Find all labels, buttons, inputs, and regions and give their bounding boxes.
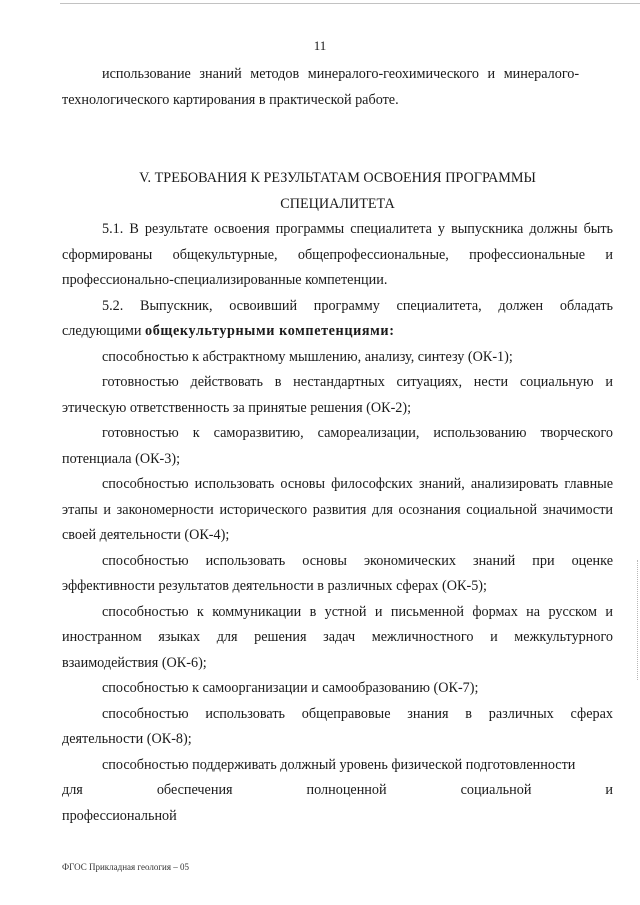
competency-ok-3: готовностью к саморазвитию, самореализации, использованию творческого потенциала (ОК-3); — [62, 425, 613, 467]
paragraph-5-2 — [62, 294, 613, 345]
paragraph-5-1: 5.1. В результате освоения программы специалитета у выпускника должны быть сформированы общекультурные, общепрофессиональные, профессиональные и профессионально-специализированные компетенции. — [62, 221, 613, 288]
intro-line-2: технологического картирования в практической работе. — [62, 91, 399, 108]
section-heading-line-1: V. ТРЕБОВАНИЯ К РЕЗУЛЬТАТАМ ОСВОЕНИЯ ПРОГРАММЫ — [139, 170, 536, 186]
footer-label: ФГОС Прикладная геология – 05 — [62, 862, 189, 872]
intro-line-1: использование знаний методов минералого-геохимического и минералого- — [102, 66, 580, 82]
section-heading — [62, 165, 613, 217]
competency-ok-2: готовностью действовать в нестандартных ситуациях, нести социальную и этическую ответственность за принятые решения (ОК-2); — [62, 374, 613, 416]
paragraph-5-2-lead: 5.2. Выпускник, освоивший программу специалитета, должен обладать следующими — [62, 297, 613, 339]
competency-ok-6: способностью к коммуникации в устной и письменной формах на русском и иностранном языках для решения задач межличностного и межкультурного взаимодействия (ОК-6); — [62, 603, 613, 671]
paragraph-5-2-bold: общекультурными компетенциями: — [145, 323, 395, 339]
competency-ok-7: способностью к самоорганизации и самообразованию (ОК-7); — [102, 680, 479, 696]
competency-ok-9-line-1: способностью поддерживать должный уровень физической подготовленности — [102, 756, 576, 773]
page-body — [62, 62, 613, 829]
competency-ok-9-line-2: для обеспечения полноценной социальной и профессиональной — [62, 782, 613, 824]
competency-ok-8: способностью использовать общеправовые знания в различных сферах деятельности (ОК-8); — [62, 705, 613, 747]
page-number: 11 — [313, 38, 327, 53]
competency-ok-1: способностью к абстрактному мышлению, анализу, синтезу (ОК-1); — [102, 348, 513, 365]
scan-edge-line — [60, 3, 640, 4]
competency-ok-4: способностью использовать основы философских знаний, анализировать главные этапы и закономерности исторического развития для осознания социальной значимости своей деятельности (ОК-4); — [62, 476, 613, 543]
section-heading-line-2: СПЕЦИАЛИТЕТА — [280, 196, 395, 212]
competency-ok-5: способностью использовать основы экономических знаний при оценке эффективности результатов деятельности в различных сферах (ОК-5); — [62, 552, 613, 594]
scan-edge-marks — [635, 560, 638, 680]
